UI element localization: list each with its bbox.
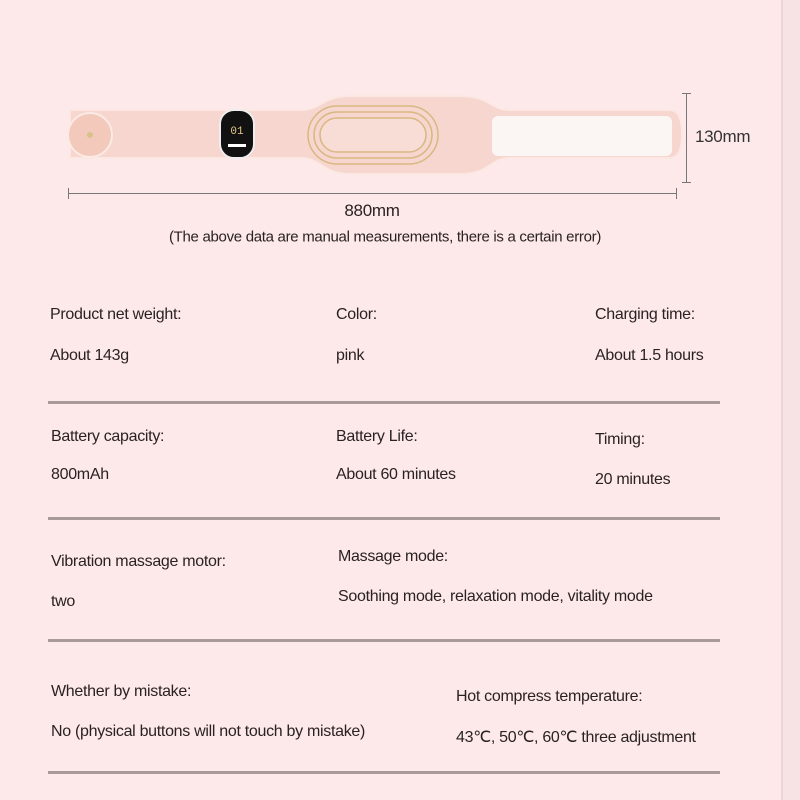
spec-value-color: pink [336, 347, 365, 364]
spec-value-mode: Soothing mode, relaxation mode, vitality mode [338, 588, 653, 605]
height-tick-top [682, 93, 691, 94]
page-edge [781, 0, 800, 800]
divider [48, 401, 720, 404]
spec-label-battery-capacity: Battery capacity: [51, 428, 165, 445]
spec-label-color: Color: [336, 306, 377, 323]
spec-value-battery-capacity: 800mAh [51, 466, 109, 483]
divider [48, 771, 720, 774]
divider [48, 639, 720, 642]
spec-label-mode: Massage mode: [338, 548, 448, 565]
spec-label-battery-life: Battery Life: [336, 428, 418, 445]
spec-label-mistake: Whether by mistake: [51, 683, 192, 700]
spec-label-timing: Timing: [595, 431, 645, 448]
measurement-note: (The above data are manual measurements, there is a certain error) [168, 228, 602, 246]
spec-value-charging: About 1.5 hours [595, 347, 704, 364]
length-tick-left [68, 188, 69, 199]
length-tick-right [676, 188, 677, 199]
spec-label-motor: Vibration massage motor: [51, 553, 226, 570]
spec-value-mistake: No (physical buttons will not touch by mistake) [51, 723, 366, 740]
height-label: 130mm [695, 127, 751, 146]
divider [48, 517, 720, 520]
spec-value-temperature: 43℃, 50℃, 60℃ three adjustment [456, 729, 696, 746]
spec-value-timing: 20 minutes [595, 471, 671, 488]
spec-label-temperature: Hot compress temperature: [456, 688, 643, 705]
length-label: 880mm [344, 201, 400, 220]
height-tick-bottom [682, 182, 691, 183]
spec-value-motor: two [51, 593, 75, 610]
massage-belt-image [60, 88, 690, 188]
length-dimension-line [68, 193, 677, 194]
height-dimension-line [686, 93, 687, 183]
spec-value-battery-life: About 60 minutes [336, 466, 456, 483]
spec-label-charging: Charging time: [595, 306, 695, 323]
svg-text:01: 01 [230, 126, 244, 138]
spec-value-weight: About 143g [50, 347, 129, 364]
spec-label-weight: Product net weight: [50, 306, 182, 323]
